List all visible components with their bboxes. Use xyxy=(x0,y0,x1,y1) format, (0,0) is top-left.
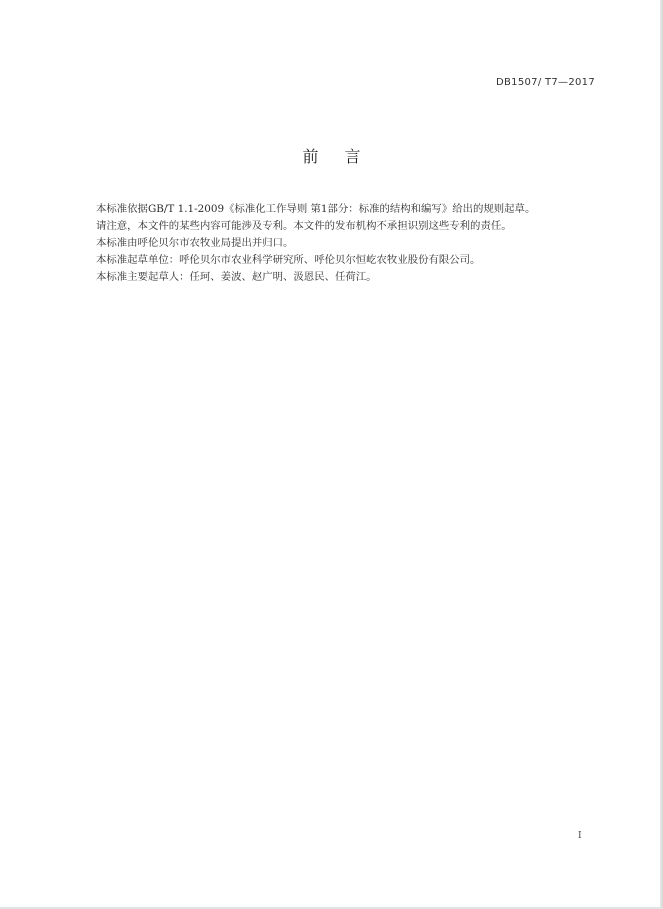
paragraph-drafting-units: 本标准起草单位：呼伦贝尔市农业科学研究所、呼伦贝尔恒屹农牧业股份有限公司。 xyxy=(96,254,481,266)
foreword-body xyxy=(96,201,606,286)
paragraph-main-drafters: 本标准主要起草人：任珂、姜波、赵广明、汲恩民、任荷江。 xyxy=(96,271,377,283)
page-title: 前言 xyxy=(302,147,387,166)
paragraph-patent-notice: 请注意，本文件的某些内容可能涉及专利。本文件的发布机构不承担识别这些专利的责任。 xyxy=(96,220,512,232)
document-code: DB1507/ T7—2017 xyxy=(496,77,595,88)
paragraph-proposing-authority: 本标准由呼伦贝尔市农牧业局提出并归口。 xyxy=(96,237,294,249)
page-number: I xyxy=(578,831,582,841)
paragraph-drafting-basis: 本标准依据GB/T 1.1-2009《标准化工作导则 第1部分：标准的结构和编写》给出的规则起草。 xyxy=(96,203,536,215)
